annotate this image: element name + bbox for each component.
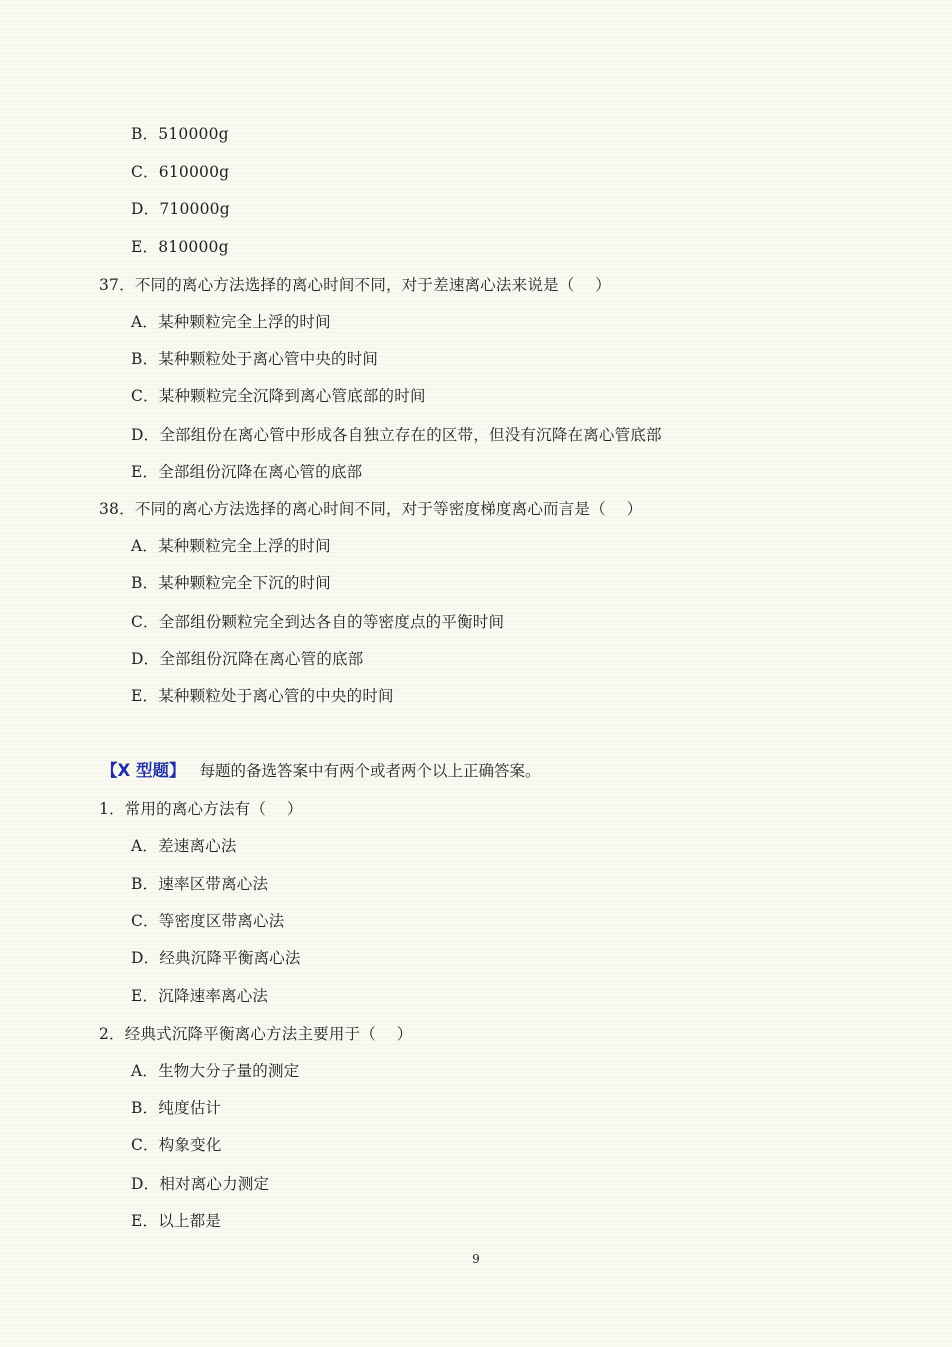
x-question-1-option-e: E．沉降速率离心法 bbox=[131, 987, 269, 1005]
question-37-option-e: E．全部组份沉降在离心管的底部 bbox=[131, 463, 363, 481]
question-37-option-d: D．全部组份在离心管中形成各自独立存在的区带，但没有沉降在离心管底部 bbox=[131, 426, 662, 444]
x-question-1-option-b: B．速率区带离心法 bbox=[131, 875, 269, 893]
prev-option-d: D．710000g bbox=[131, 200, 230, 218]
x-question-1-stem: 1．常用的离心方法有（ ） bbox=[99, 800, 303, 818]
question-38-stem: 38．不同的离心方法选择的离心时间不同，对于等密度梯度离心而言是（ ） bbox=[99, 500, 643, 518]
question-37-stem: 37．不同的离心方法选择的离心时间不同，对于差速离心法来说是（ ） bbox=[99, 276, 611, 294]
x-question-2-option-d: D．相对离心力测定 bbox=[131, 1175, 270, 1193]
question-38-option-c: C．全部组份颗粒完全到达各自的等密度点的平衡时间 bbox=[131, 613, 505, 631]
question-38-option-e: E．某种颗粒处于离心管的中央的时间 bbox=[131, 687, 394, 705]
question-38-option-b: B．某种颗粒完全下沉的时间 bbox=[131, 574, 331, 592]
prev-option-b: B．510000g bbox=[131, 125, 229, 143]
x-question-1-option-a: A．差速离心法 bbox=[131, 837, 237, 855]
x-question-2-stem: 2．经典式沉降平衡离心方法主要用于（ ） bbox=[99, 1025, 413, 1043]
x-question-2-option-c: C．构象变化 bbox=[131, 1136, 222, 1154]
page-number: 9 bbox=[472, 1252, 480, 1266]
prev-option-c: C．610000g bbox=[131, 163, 230, 181]
section-description: 每题的备选答案中有两个或者两个以上正确答案。 bbox=[199, 762, 541, 780]
prev-option-e: E．810000g bbox=[131, 238, 229, 256]
x-question-2-option-b: B．纯度估计 bbox=[131, 1099, 222, 1117]
question-37-option-c: C．某种颗粒完全沉降到离心管底部的时间 bbox=[131, 387, 426, 405]
question-38-option-d: D．全部组份沉降在离心管的底部 bbox=[131, 650, 364, 668]
x-question-2-option-e: E．以上都是 bbox=[131, 1212, 222, 1230]
x-question-2-option-a: A．生物大分子量的测定 bbox=[131, 1062, 300, 1080]
section-heading bbox=[101, 760, 540, 782]
question-37-option-b: B．某种颗粒处于离心管中央的时间 bbox=[131, 350, 379, 368]
x-question-1-option-c: C．等密度区带离心法 bbox=[131, 912, 285, 930]
question-38-option-a: A．某种颗粒完全上浮的时间 bbox=[131, 537, 331, 555]
section-label: 【X 型题】 bbox=[101, 761, 186, 780]
question-37-option-a: A．某种颗粒完全上浮的时间 bbox=[131, 313, 331, 331]
x-question-1-option-d: D．经典沉降平衡离心法 bbox=[131, 949, 301, 967]
